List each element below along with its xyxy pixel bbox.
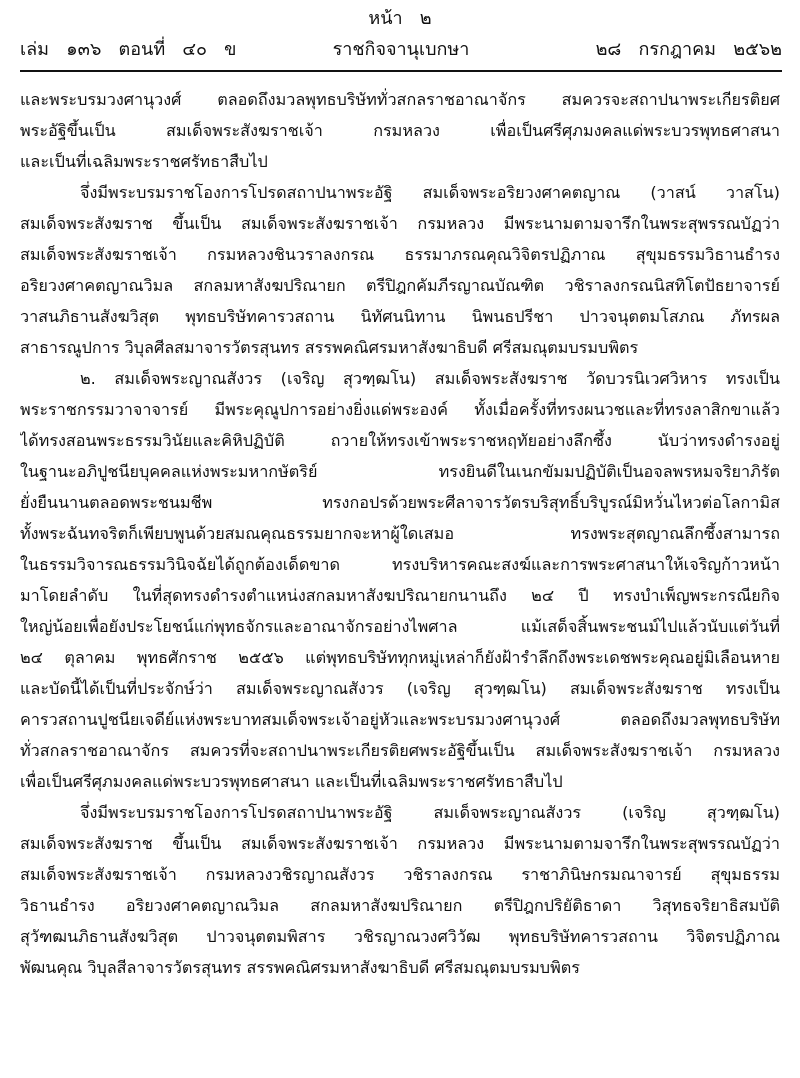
gazette-header: [20, 36, 782, 64]
body-line: สมเด็จพระสังฆราชเจ้า กรมหลวงวชิรญาณสังวร วชิราลงกรณ ราชาภินิษกรมณาจารย์ สุขุมธรรม: [20, 865, 780, 884]
body-line: และบัดนี้ได้เป็นที่ประจักษ์ว่า สมเด็จพระญาณสังวร (เจริญ สุวฑฺฒโน) สมเด็จพระสังฆราช ทรงเป็น: [20, 679, 780, 698]
body-line: สมเด็จพระสังฆราชเจ้า กรมหลวงชินวราลงกรณ ธรรมาภรณคุณวิจิตรปฏิภาณ สุขุมธรรมวิธานธำรง: [20, 245, 780, 264]
body-line: คารวสถานปูชนียเจดีย์แห่งพระบาทสมเด็จพระเจ้าอยู่หัวและพระบรมวงศานุวงศ์ ตลอดถึงมวลพุทธบริษัท: [20, 710, 780, 729]
publication-date: ๒๘ กรกฎาคม ๒๕๖๒: [595, 39, 782, 60]
body-line: วาสนภิธานสังฆวิสุต พุทธบริษัทคารวสถาน นิทัศนนิทาน นิพนธปรีชา ปาวจนุตตมโสภณ ภัทรผล: [20, 307, 780, 326]
body-line: ทั่วสกลราชอาณาจักร สมควรที่จะสถาปนาพระเกียรติยศพระอัฐิขึ้นเป็น สมเด็จพระสังฆราชเจ้า กรมหลวง: [20, 741, 780, 760]
volume-issue: เล่ม ๑๓๖ ตอนที่ ๔๐ ข: [20, 39, 237, 60]
publication-title: ราชกิจจานุเบกษา: [332, 39, 470, 60]
paragraph-start: จึ่งมีพระบรมราชโองการโปรดสถาปนาพระอัฐิ สมเด็จพระญาณสังวร (เจริญ สุวฑฺฒโน): [80, 803, 780, 822]
body-line: สุวัฑฒนภิธานสังฆวิสุต ปาวจนุตตมพิสาร วชิรญาณวงศวิวัฒ พุทธบริษัทคารวสถาน วิจิตรปฏิภาณ: [20, 927, 780, 946]
page-number: หน้า ๒: [368, 8, 432, 29]
body-line: และเป็นที่เฉลิมพระราชศรัทธาสืบไป: [20, 152, 268, 171]
section-2-start: ๒. สมเด็จพระญาณสังวร (เจริญ สุวฑฺฒโน) สมเด็จพระสังฆราช วัดบวรนิเวศวิหาร ทรงเป็น: [80, 369, 780, 388]
header-divider: [20, 70, 782, 72]
body-line: พระอัฐิขึ้นเป็น สมเด็จพระสังฆราชเจ้า กรมหลวง เพื่อเป็นศรีศุภมงคลแด่พระบวรพุทธศาสนา: [20, 121, 780, 140]
body-line: สาธารณูปการ วิบุลศีลสมาจารวัตรสุนทร สรรพคณิศรมหาสังฆาธิบดี ศรีสมณุตมบรมบพิตร: [20, 338, 639, 357]
body-line: ในฐานะอภิปูชนียบุคคลแห่งพระมหากษัตริย์ ทรงยินดีในเนกขัมมปฏิบัติเป็นอจลพรหมจริยาภิรัต: [20, 462, 780, 481]
body-line: เพื่อเป็นศรีศุภมงคลแด่พระบวรพุทธศาสนา และเป็นที่เฉลิมพระราชศรัทธาสืบไป: [20, 772, 563, 791]
body-line: ยั่งยืนนานตลอดพระชนมชีพ ทรงกอปรด้วยพระศีลาจารวัตรบริสุทธิ์บริบูรณ์มิหวั่นไหวต่อโลกามิส: [20, 493, 780, 512]
body-line: วิธานธำรง อริยวงศาคตญาณวิมล สกลมหาสังฆปริณายก ตรีปิฎกปริยัติธาดา วิสุทธจริยาธิสมบัติ: [20, 896, 780, 915]
body-line: พระราชกรรมวาจาจารย์ มีพระคุณูปการอย่างยิ่งแด่พระองค์ ทั้งเมื่อครั้งที่ทรงผนวชและที่ทรงลาสิกขาแล้ว: [20, 400, 780, 419]
body-line: ใหญ่น้อยเพื่อยังประโยชน์แก่พุทธจักรและอาณาจักรอย่างไพศาล แม้เสด็จสิ้นพระชนม์ไปแล้วนับแต่วันที่: [20, 617, 780, 636]
body-line: ทั้งพระฉันทจริตก็เพียบพูนด้วยสมณคุณธรรมยากจะหาผู้ใดเสมอ ทรงพระสุตญาณลึกซึ้งสามารถ: [20, 524, 780, 543]
body-line: มาโดยลำดับ ในที่สุดทรงดำรงตำแหน่งสกลมหาสังฆปริณายกนานถึง ๒๔ ปี ทรงบำเพ็ญพระกรณียกิจ: [20, 586, 780, 605]
body-line: ได้ทรงสอนพระธรรมวินัยและคิหิปฏิบัติ ถวายให้ทรงเข้าพระราชหฤทัยอย่างลึกซึ้ง นับว่าทรงดำรงอยู่: [20, 431, 780, 450]
body-line: ในธรรมวิจารณธรรมวินิจฉัยได้ถูกต้องเด็ดขาด ทรงบริหารคณะสงฆ์และการพระศาสนาให้เจริญก้าวหน้า: [20, 555, 780, 574]
paragraph-start: จึ่งมีพระบรมราชโองการโปรดสถาปนาพระอัฐิ สมเด็จพระอริยวงศาคตญาณ (วาสน์ วาสโน): [80, 183, 780, 202]
document-body: [20, 84, 780, 983]
body-line: พัฒนคุณ วิบุลสีลาจารวัตรสุนทร สรรพคณิศรมหาสังฆาธิบดี ศรีสมณุตมบรมบพิตร: [20, 958, 580, 977]
body-line: ๒๔ ตุลาคม พุทธศักราช ๒๕๕๖ แต่พุทธบริษัททุกหมู่เหล่าก็ยังฝ้ารำลึกถึงพระเดชพระคุณอยู่มิเลือนหาย: [20, 648, 780, 667]
body-line: และพระบรมวงศานุวงศ์ ตลอดถึงมวลพุทธบริษัททั่วสกลราชอาณาจักร สมควรจะสถาปนาพระเกียรติยศ: [20, 90, 780, 109]
body-line: สมเด็จพระสังฆราช ขึ้นเป็น สมเด็จพระสังฆราชเจ้า กรมหลวง มีพระนามตามจารึกในพระสุพรรณบัฏว่า: [20, 834, 780, 853]
body-line: สมเด็จพระสังฆราช ขึ้นเป็น สมเด็จพระสังฆราชเจ้า กรมหลวง มีพระนามตามจารึกในพระสุพรรณบัฏว่า: [20, 214, 780, 233]
body-line: อริยวงศาคตญาณวิมล สกลมหาสังฆปริณายก ตรีปิฎกคัมภีรญาณบัณฑิต วชิราลงกรณนิสทิโตปัธยาจารย์: [20, 276, 780, 295]
